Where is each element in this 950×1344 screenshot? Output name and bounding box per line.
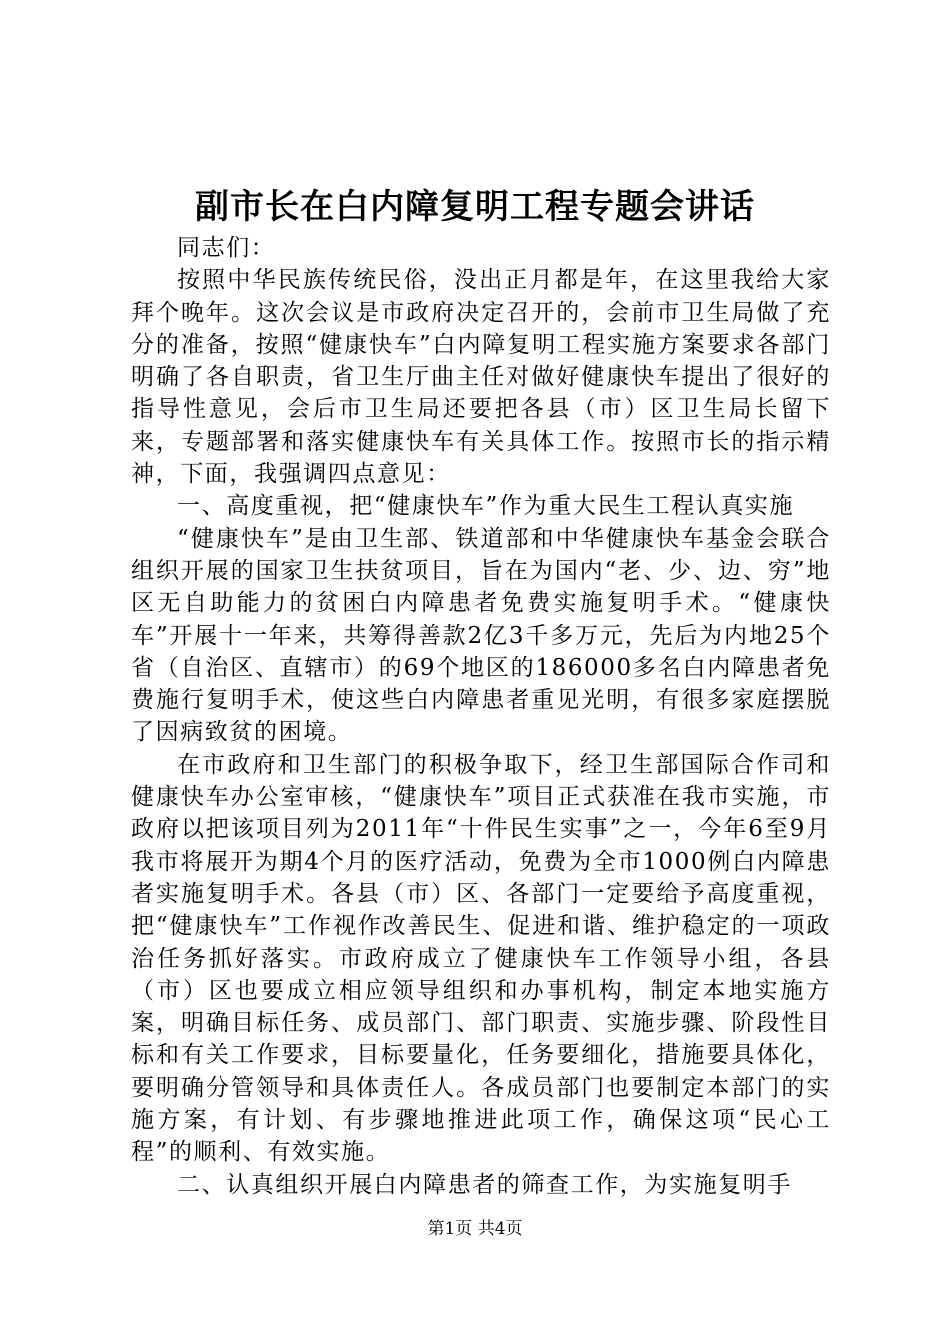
page-footer: 第1页 共4页 xyxy=(427,1219,523,1239)
section-heading-2: 二、认真组织开展白内障患者的筛查工作，为实施复明手 xyxy=(177,1171,792,1198)
body-paragraph: “健康快车”是由卫生部、铁道部和中华健康快车基金会联合组织开展的国家卫生扶贫项目，旨在为国内“老、少、边、穷”地区无自助能力的贫困白内障患者免费实施复明手术。“健康快车”开展十一年来，共筹得善款2亿3千多万元，先后为内地25个省（自治区、直辖市）的69个地区的186000多名白内障患者免费施行复明手术，使这些白内障患者重见光明，有很多家庭摆脱了因病致贫的困境。 xyxy=(131,525,831,746)
salutation-paragraph: 同志们： xyxy=(177,235,276,261)
document-body xyxy=(131,232,831,1201)
intro-paragraph: 按照中华民族传统民俗，没出正月都是年，在这里我给大家拜个晚年。这次会议是市政府决定召开的，会前市卫生局做了充分的准备，按照“健康快车”白内障复明工程实施方案要求各部门明确了各自职责，省卫生厅曲主任对做好健康快车提出了很好的指导性意见，会后市卫生局还要把各县（市）区卫生局长留下来，专题部署和落实健康快车有关具体工作。按照市长的指示精神，下面，我强调四点意见： xyxy=(131,267,831,488)
body-paragraph: 在市政府和卫生部门的积极争取下，经卫生部国际合作司和健康快车办公室审核，“健康快车”项目正式获准在我市实施，市政府以把该项目列为2011年“十件民生实事”之一，今年6至9月我市将展开为期4个月的医疗活动，免费为全市1000例白内障患者实施复明手术。各县（市）区、各部门一定要给予高度重视，把“健康快车”工作视作改善民生、促进和谐、维护稳定的一项政治任务抓好落实。市政府成立了健康快车工作领导小组，各县（市）区也要成立相应领导组织和办事机构，制定本地实施方案，明确目标任务、成员部门、部门职责、实施步骤、阶段性目标和有关工作要求，目标要量化，任务要细化，措施要具体化，要明确分管领导和具体责任人。各成员部门也要制定本部门的实施方案，有计划、有步骤地推进此项工作，确保这项“民心工程”的顺利、有效实施。 xyxy=(131,751,831,1166)
section-heading-1: 一、高度重视，把“健康快车”作为重大民生工程认真实施 xyxy=(177,493,795,520)
document-title: 副市长在白内障复明工程专题会讲话 xyxy=(195,187,755,227)
